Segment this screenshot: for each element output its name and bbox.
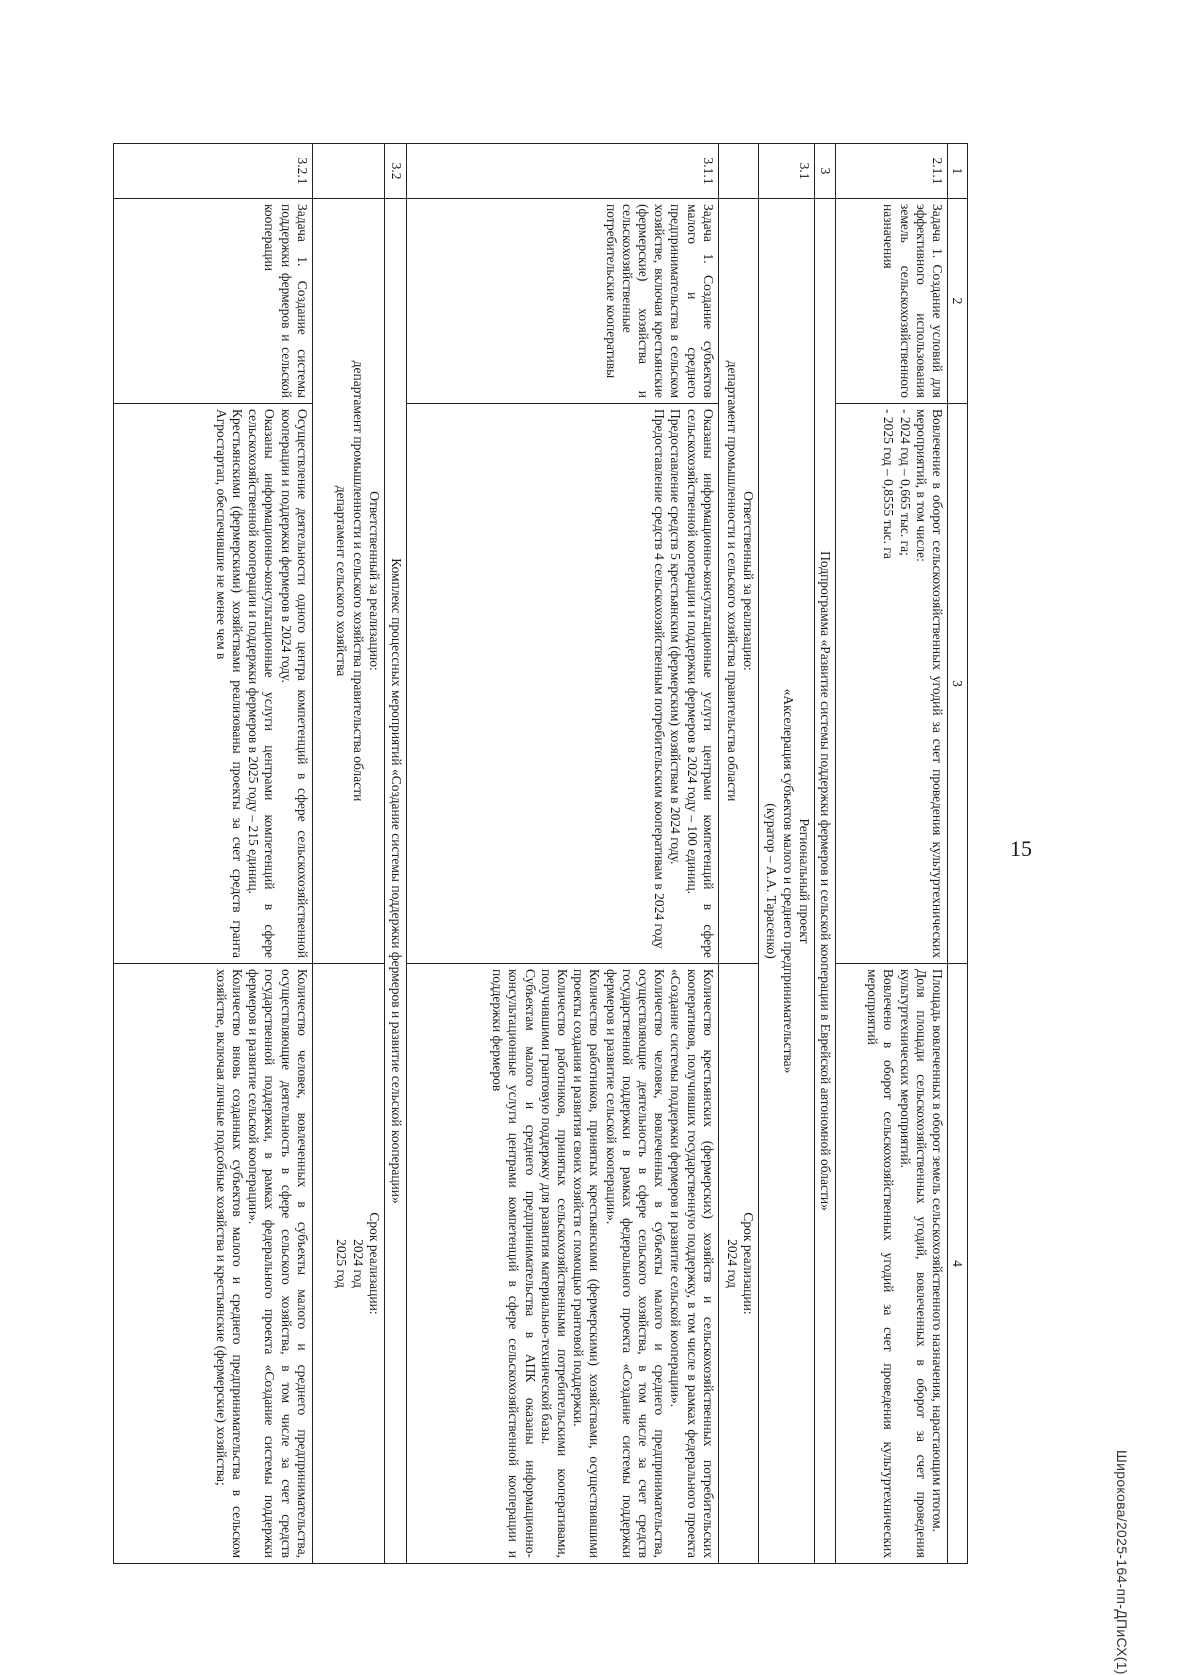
responsible-name: департамент промышленности и сельского хозяйства правительства области bbox=[724, 360, 740, 802]
result-line: Предоставление средств 5 крестьянским (фермерским) хозяйствам в 2024 году. bbox=[668, 409, 684, 865]
result-cell bbox=[406, 404, 718, 964]
term-value: 2024 год bbox=[724, 1239, 740, 1288]
responsible-cell bbox=[718, 199, 758, 964]
row-number: 2.1.1 bbox=[836, 144, 948, 199]
subprogram-title: Подпрограмма «Развитие системы поддержки фермеров и сельской кооперации в Еврейской автономной области» bbox=[814, 199, 835, 1564]
empty-cell bbox=[718, 144, 758, 199]
program-table bbox=[113, 143, 968, 1564]
row-number: 3 bbox=[814, 144, 835, 199]
term-cell bbox=[718, 964, 758, 1564]
result-line: Оказаны информационно-консультационные услуги центрами компетенций в сфере сельскохозяйственной кооперации и поддержки фермеров в 2024 году – 100 единиц. bbox=[684, 409, 716, 958]
indicator-cell bbox=[406, 964, 718, 1564]
table-row bbox=[406, 144, 718, 1564]
indicator-cell bbox=[836, 964, 948, 1564]
regional-project-title bbox=[758, 199, 814, 1564]
responsible-label: Ответственный за реализацию: bbox=[740, 491, 756, 671]
indicator-line: Количество крестьянских (фермерских) хозяйств и сельскохозяйственных потребительских кооперативов, получивших государственную поддержку, в том числе в рамках федерального проекта «Создание системы поддержки фермеров и развитие сельской кооперации». bbox=[668, 969, 716, 1558]
rotated-table-wrapper bbox=[113, 143, 968, 1563]
responsible-name: департамент сельского хозяйства bbox=[334, 485, 350, 677]
project-line: Региональный проект bbox=[796, 818, 812, 944]
row-number: 3.2 bbox=[384, 144, 406, 199]
result-line: Крестьянскими (фермерскими) хозяйствами реализованы проекты за счет средств гранта Агростартап, обеспечившие не менее чем в bbox=[213, 409, 245, 958]
project-line: (куратор – А.А. Тарасенко) bbox=[764, 803, 780, 959]
indicator-cell bbox=[113, 964, 312, 1564]
project-line: «Акселерация субъектов малого и среднего предпринимательства» bbox=[780, 688, 796, 1074]
empty-cell bbox=[312, 144, 384, 199]
indicator-line: Количество человек, вовлеченных в субъекты малого и среднего предпринимательства, осуществляющие деятельность в сфере сельского хозяйства, в том числе за счет средств государственной поддержки в рамках федерального проекта «Создание системы поддержки фермеров и развитие сельской кооперации». bbox=[603, 969, 668, 1558]
term-label: Срок реализации: bbox=[366, 1212, 382, 1315]
result-cell bbox=[836, 404, 948, 964]
subprogram-row bbox=[814, 144, 835, 1564]
responsible-name: департамент промышленности и сельского хозяйства правительства области bbox=[350, 360, 366, 802]
indicator-line: Количество работников, принятых крестьянскими (фермерскими) хозяйствами, осуществившими проекты создания и развития своих хозяйств с помощью грантовой поддержки. bbox=[571, 969, 603, 1558]
regional-project-row bbox=[758, 144, 814, 1564]
term-value: 2024 год bbox=[350, 1239, 366, 1288]
indicator-line: Субъектам малого и среднего предпринимательства в АПК оказаны информационно-консультационные услуги центрами компетенций в сфере сельскохозяйственной кооперации и поддержки фермеров bbox=[490, 969, 538, 1558]
table-row bbox=[836, 144, 948, 1564]
header-col-2: 2 bbox=[948, 199, 968, 404]
indicator-line: Доля площади сельскохозяйственных угодий, вовлеченных в оборот за счет проведения культуртехнических мероприятий. bbox=[897, 969, 929, 1558]
process-complex-title: Комплекс процессных мероприятий «Создание системы поддержки фермеров и развитие сельской кооперации» bbox=[384, 199, 406, 1564]
row-number: 3.2.1 bbox=[113, 144, 312, 199]
result-line: - 2025 год – 0,8555 тыс. га bbox=[881, 409, 897, 559]
term-cell bbox=[312, 964, 384, 1564]
responsible-row bbox=[312, 144, 384, 1564]
term-label: Срок реализации: bbox=[740, 1212, 756, 1315]
result-line: Предоставление средств 4 сельскохозяйственным потребительским кооперативам в 2024 году bbox=[652, 409, 668, 949]
result-cell bbox=[113, 404, 312, 964]
result-line: Оказаны информационно-консультационные услуги центрами компетенций в сфере сельскохозяйственной кооперации и поддержки фермеров в 2025 году – 215 единиц. bbox=[246, 409, 278, 958]
indicator-line: Количество работников, принятых сельскохозяйственными потребительскими кооперативами, получившими грантовую поддержку для развития материально-технической базы. bbox=[538, 969, 570, 1558]
result-line: Вовлечение в оборот сельскохозяйственных угодий за счет проведения культуртехнических мероприятий, в том числе: bbox=[913, 409, 945, 958]
responsible-label: Ответственный за реализацию: bbox=[366, 491, 382, 671]
task-cell: Задача 1. Создание системы поддержки фермеров и сельской кооперации bbox=[113, 199, 312, 404]
indicator-line: Количество вновь созданных субъектов малого и среднего предпринимательства в сельском хозяйстве, включая личные подсобные хозяйства и крестьянские (фермерские) хозяйства; bbox=[213, 969, 245, 1558]
indicator-line: Площадь вовлеченных в оборот земель сельскохозяйственного назначения, нарастающим итогом. bbox=[930, 969, 945, 1533]
table-header-row bbox=[948, 144, 968, 1564]
result-line: Осуществление деятельности одного центра компетенций в сфере сельскохозяйственной кооперации и поддержки фермеров в 2024 году. bbox=[278, 409, 310, 958]
responsible-row bbox=[718, 144, 758, 1564]
result-line: - 2024 год – 0,665 тыс. га; bbox=[897, 409, 913, 556]
header-col-4: 4 bbox=[948, 964, 968, 1564]
responsible-cell bbox=[312, 199, 384, 964]
page-number: 15 bbox=[1010, 836, 1032, 861]
header-col-3: 3 bbox=[948, 404, 968, 964]
task-cell: Задача 1. Создание субъектов малого и среднего предпринимательства в сельском хозяйстве, включая крестьянские (фермерские) хозяйства и сельскохозяйственные потребительские кооперативы bbox=[406, 199, 718, 404]
row-number: 3.1 bbox=[758, 144, 814, 199]
table-row bbox=[113, 144, 312, 1564]
document-stamp: Широкова/2025-164-пп-ДПиСХ(1) bbox=[1114, 1450, 1130, 1675]
indicator-line: Количество человек, вовлеченных в субъекты малого и среднего предпринимательства, осуществляющие деятельность в сфере сельского хозяйства, в том числе за счет средств государственной поддержки, в рамках федерального проекта «Создание системы поддержки фермеров и развитие сельской кооперации». bbox=[246, 969, 310, 1558]
indicator-line: Вовлечено в оборот сельскохозяйственных угодий за счет проведения культуртехнических мероприятий bbox=[865, 969, 897, 1558]
term-value: 2025 год bbox=[334, 1239, 350, 1288]
header-col-1: 1 bbox=[948, 144, 968, 199]
process-complex-row bbox=[384, 144, 406, 1564]
task-cell: Задача 1. Создание условий для эффективного использования земель сельскохозяйственного назначения bbox=[836, 199, 948, 404]
row-number: 3.1.1 bbox=[406, 144, 718, 199]
